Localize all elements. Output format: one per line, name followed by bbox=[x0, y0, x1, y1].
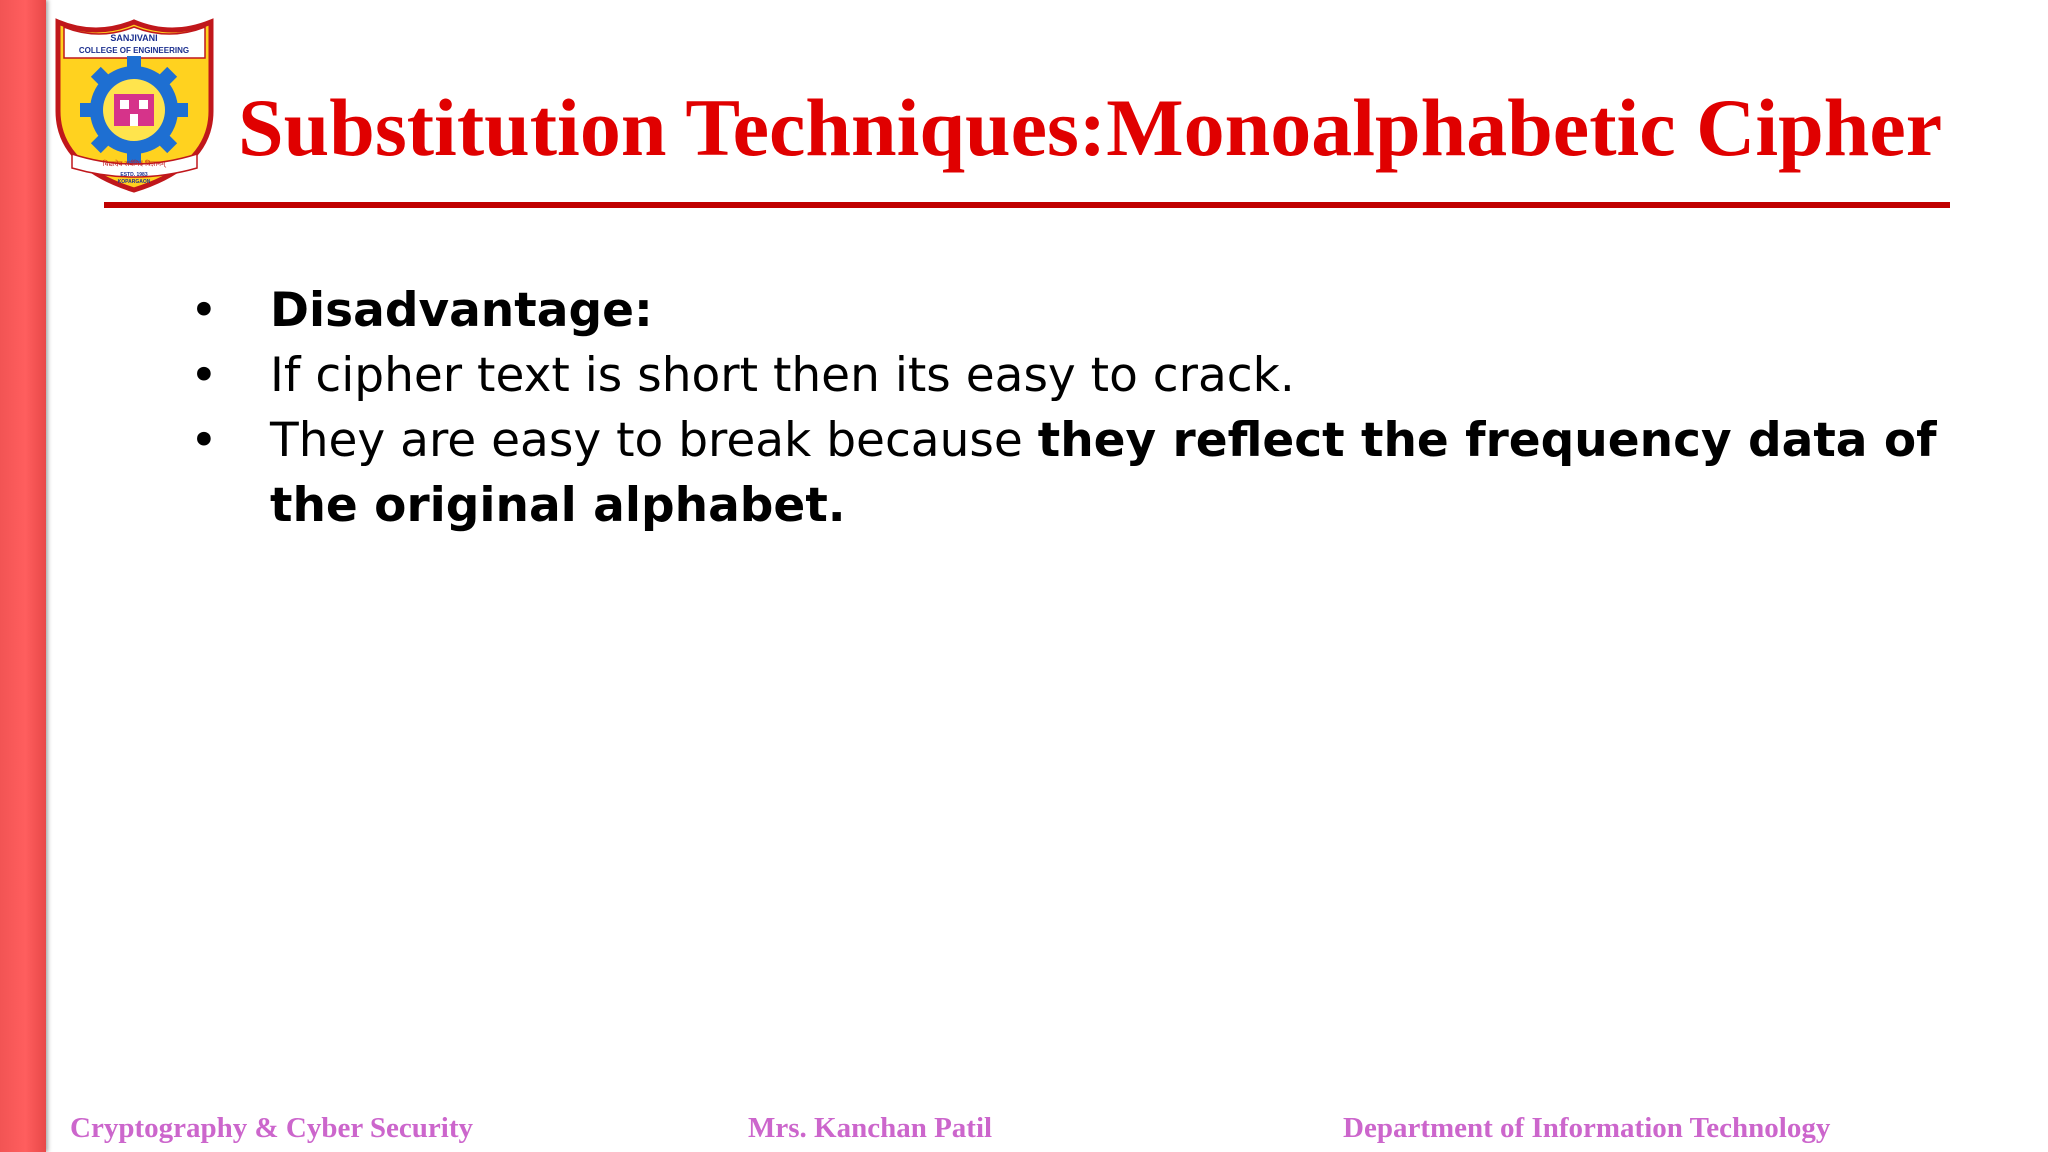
svg-text:SANJIVANI: SANJIVANI bbox=[110, 33, 158, 43]
footer-course: Cryptography & Cyber Security bbox=[70, 1112, 474, 1144]
footer-department: Department of Information Technology bbox=[1343, 1112, 1831, 1144]
list-item bbox=[190, 343, 1990, 408]
bullet-icon: • bbox=[190, 283, 218, 338]
bullet-text: They are easy to break because bbox=[270, 413, 1038, 468]
svg-text:COLLEGE OF ENGINEERING: COLLEGE OF ENGINEERING bbox=[78, 46, 190, 55]
footer-author: Mrs. Kanchan Patil bbox=[748, 1112, 993, 1144]
bullet-bold-text: Disadvantage: bbox=[270, 283, 653, 338]
svg-text:विद्यादेव सर्वमिदं विज्ञानम्: विद्यादेव सर्वमिदं विज्ञानम् bbox=[102, 160, 166, 168]
bullet-bold-text: they reflect the frequency data of the original alphabet. bbox=[270, 413, 1937, 533]
list-item bbox=[190, 278, 1990, 343]
title-underline bbox=[104, 202, 1950, 208]
college-emblem-icon bbox=[52, 16, 217, 194]
bullet-list bbox=[190, 278, 1990, 538]
bullet-icon: • bbox=[190, 413, 218, 468]
bullet-icon: • bbox=[190, 348, 218, 403]
left-accent-bar bbox=[0, 0, 46, 1152]
list-item bbox=[190, 408, 1990, 538]
bullet-text: If cipher text is short then its easy to crack. bbox=[270, 348, 1295, 403]
svg-text:KOPARGAON: KOPARGAON bbox=[117, 179, 151, 185]
slide-title: Substitution Techniques:Monoalphabetic Cipher bbox=[238, 82, 1943, 173]
svg-text:ESTD. 1983: ESTD. 1983 bbox=[120, 172, 148, 178]
